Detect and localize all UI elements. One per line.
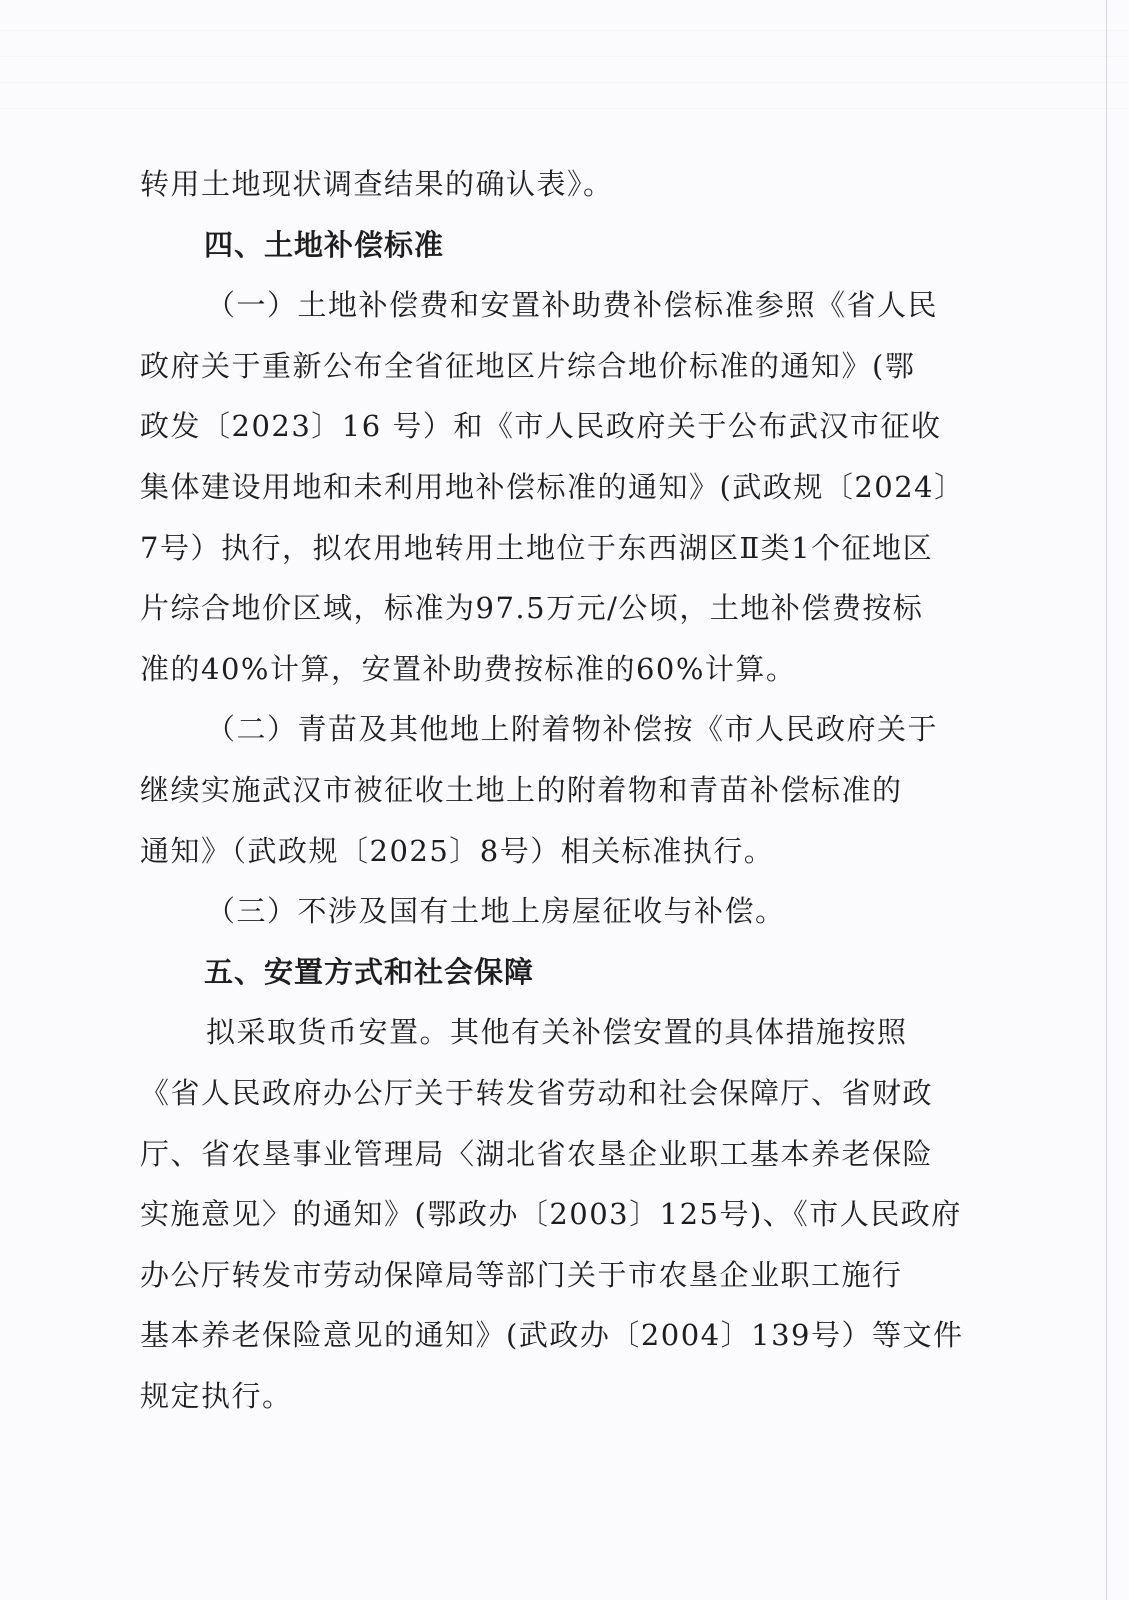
text-line: （三）不涉及国有土地上房屋征收与补偿。	[206, 894, 786, 929]
page-edge	[1106, 0, 1107, 1600]
text-line: 集体建设用地和未利用地补偿标准的通知》(武政规〔2024〕	[140, 469, 965, 504]
text-line: 厅、省农垦事业管理局〈湖北省农垦企业职工基本养老保险	[140, 1136, 934, 1171]
text-line: 办公厅转发市劳动保障局等部门关于市农垦企业职工施行	[140, 1257, 903, 1292]
text-line: 《省人民政府办公厅关于转发省劳动和社会保障厅、省财政	[140, 1075, 934, 1110]
text-line: 政府关于重新公布全省征地区片综合地价标准的通知》(鄂	[140, 348, 916, 383]
section-heading: 四、土地补偿标准	[204, 227, 445, 262]
section-heading: 五、安置方式和社会保障	[204, 954, 535, 989]
text-line: 拟采取货币安置。其他有关补偿安置的具体措施按照	[206, 1015, 908, 1050]
text-line: 继续实施武汉市被征收土地上的附着物和青苗补偿标准的	[140, 772, 903, 807]
text-line: （一）土地补偿费和安置补助费补偿标准参照《省人民	[206, 288, 939, 323]
text-line: 规定执行。	[140, 1378, 293, 1413]
text-line: 转用土地现状调查结果的确认表》。	[140, 167, 614, 201]
text-line: 准的40%计算，安置补助费按标准的60%计算。	[140, 651, 797, 686]
text-line: 片综合地价区域，标准为97.5万元/公顷，土地补偿费按标	[140, 591, 924, 626]
text-line: （二）青苗及其他地上附着物补偿按《市人民政府关于	[206, 712, 939, 747]
text-line: 通知》（武政规〔2025〕8号）相关标准执行。	[140, 833, 775, 868]
scan-artifact	[0, 30, 1129, 130]
document-body	[140, 154, 965, 1426]
text-line: 政发〔2023〕16 号）和《市人民政府关于公布武汉市征收	[140, 409, 942, 444]
text-line: 实施意见〉的通知》(鄂政办〔2003〕125号)、《市人民政府	[140, 1197, 962, 1232]
text-line: 7号）执行，拟农用地转用土地位于东西湖区Ⅱ类1个征地区	[140, 530, 934, 565]
text-line: 基本养老保险意见的通知》(武政办〔2004〕139号）等文件	[140, 1318, 964, 1353]
